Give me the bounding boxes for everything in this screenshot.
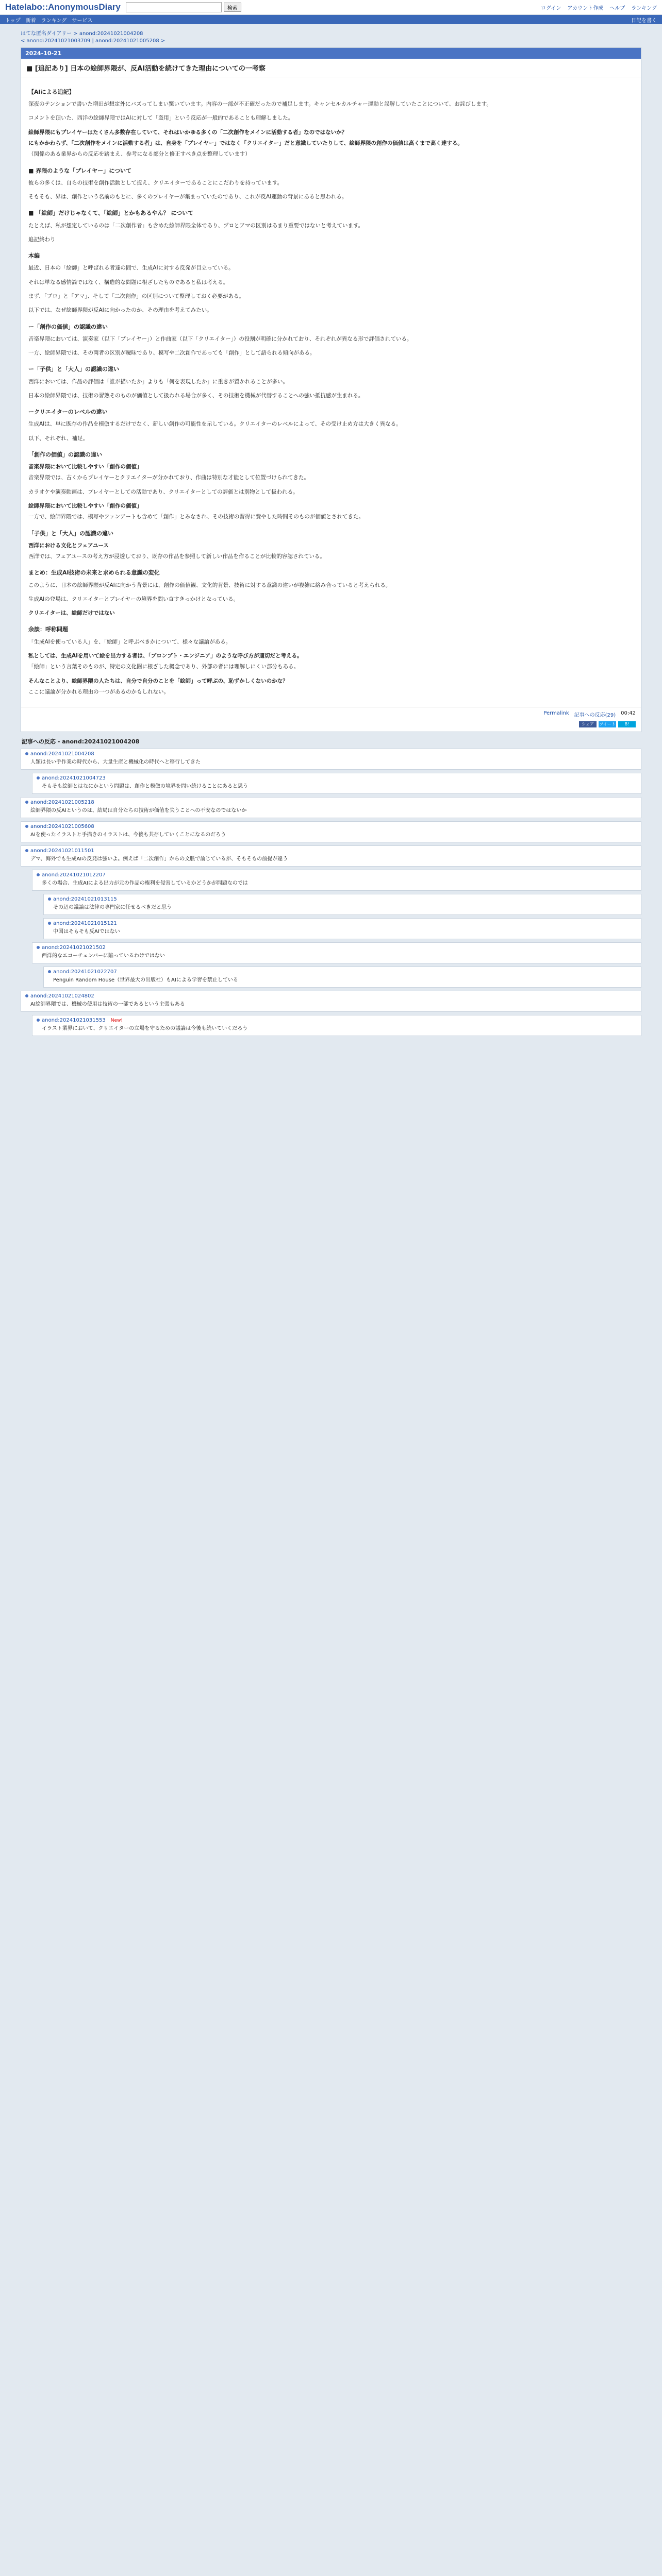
bold-paragraph: 絵師界隈において比較しやすい「創作の価値」 (28, 503, 142, 509)
comment-link[interactable]: anond:20241021012207 (42, 872, 106, 878)
entry-time: 00:42 (621, 710, 636, 717)
comment-item (43, 894, 641, 915)
comment-text: AIを使ったイラストと手描きのイラストは、今後も共存していくことになるのだろう (30, 832, 226, 838)
bullet-icon (48, 970, 51, 973)
comment-item (32, 773, 641, 794)
diary-entry (21, 47, 641, 732)
comment-text: 人類は長い手作業の時代から、大量生産と機械化の時代へと移行してきた (30, 759, 201, 766)
bullet-icon (37, 776, 40, 779)
tweet-button[interactable]: ツイート (599, 722, 616, 727)
section-heading: ー「子供」と「大人」の認識の違い (28, 366, 119, 373)
comments-link[interactable]: 記事への反応(29) (574, 713, 616, 719)
comment-link[interactable]: anond:20241021005608 (30, 824, 94, 830)
nav-bar (0, 15, 662, 24)
ranking-link[interactable]: ランキング (631, 5, 657, 11)
write-diary-link[interactable]: 日記を書く (631, 18, 657, 24)
nav-item-top[interactable]: トップ (5, 18, 21, 24)
top-bar (0, 0, 662, 15)
paragraph: 追記終わり (28, 236, 56, 243)
page-container (21, 47, 641, 1060)
comment-link[interactable]: anond:20241021024802 (30, 993, 94, 999)
comment-item (32, 1015, 641, 1036)
bullet-icon (25, 752, 28, 755)
comment-link[interactable]: anond:20241021013115 (53, 896, 117, 903)
comment-list (21, 749, 641, 1036)
paragraph: 彼らの多くは、自らの技術を創作活動として捉え、クリエイターであることにこだわりを持っています。 (28, 179, 283, 186)
paragraph: そもそも、界は、創作という名前のもとに、多くのプレイヤーが集まっていたのであり、これが反AI運動の背景にあると思われる。 (28, 194, 347, 200)
breadcrumb (0, 24, 662, 47)
paragraph: 「絵師」という言葉そのものが、特定の文化圏に根ざした概念であり、外部の者には理解しにくい部分もある。 (28, 664, 299, 670)
facebook-share-button[interactable]: シェア (579, 721, 597, 727)
paragraph: 以下では、なぜ絵師界隈が反AIに向かったのか、その理由を考えてみたい。 (28, 307, 212, 314)
bold-paragraph: そんなことより、絵師界隈の人たちは、自分で自分のことを「絵師」って呼ぶの、恥ずかしくないのかな？ (28, 677, 288, 684)
bold-paragraph: 西洋における文化とフェアユース (28, 542, 109, 549)
comment-text: 絵師界隈の反AIというのは、結局は自分たちの技術が価値を失うことへの不安なのではないか (30, 808, 247, 814)
comment-text: AI絵師界隈では、機械の使用は技術の一部であるという主張もある (30, 1002, 185, 1008)
paragraph: 生成AIは、単に既存の作品を模倣するだけでなく、新しい創作の可能性を示している。クリエイターのレベルによって、その受け止め方は大きく異なる。 (28, 421, 402, 428)
comment-item (32, 870, 641, 891)
bullet-icon (37, 946, 40, 949)
bullet-icon (25, 801, 28, 804)
share-buttons (21, 721, 641, 732)
paragraph: 最近、日本の「絵師」と呼ばれる者達の間で、生成AIに対する反発が目立っている。 (28, 265, 234, 272)
comment-text: イラスト業界において、クリエイターの立場を守るための議論は今後も続いていくだろう (42, 1026, 248, 1032)
paragraph: それは単なる感情論ではなく、構造的な問題に根ざしたものであると私は考える。 (28, 279, 229, 285)
bullet-icon (48, 922, 51, 925)
paragraph: コメントを頂いた、西洋の絵師界隈ではAIに対して「盗用」という反応が一般的であることも理解しました。 (28, 115, 294, 122)
comment-text: 西洋的なエコーチェンバーに陥っているわけではない (42, 953, 165, 959)
search-input[interactable] (126, 2, 222, 12)
prev-next-links[interactable]: < anond:20241021003709 | anond:20241021005208 > (21, 38, 166, 44)
help-link[interactable]: ヘルプ (609, 5, 625, 11)
paragraph: 「生成AIを使っている人」を、「絵師」と呼ぶべきかについて、様々な議論がある。 (28, 638, 231, 645)
nav-item-ranking[interactable]: ランキング (41, 18, 67, 24)
section-heading: ークリエイターのレベルの違い (28, 409, 108, 416)
section-heading: 【AIによる追記】 (28, 89, 75, 95)
bullet-icon (25, 994, 28, 997)
comment-link[interactable]: anond:20241021011501 (30, 848, 94, 854)
paragraph: 西洋では、フェアユースの考え方が浸透しており、既存の作品を参照して新しい作品を作ることが比較的容認されている。 (28, 553, 325, 560)
paragraph: まず、「プロ」と「アマ」、そして「二次創作」の区別について整理しておく必要がある。 (28, 293, 244, 299)
comment-text: 中国はそもそも反AIではない (53, 929, 120, 935)
comment-text: 多くの場合、生成AIによる出力が元の作品の権利を侵害しているかどうかが問題なのでは (42, 880, 248, 887)
section-heading: ■ 「絵師」だけじゃなくて、「絵師」とかもあるやん？ について (28, 210, 194, 217)
paragraph: 音楽界隈においては、演奏家（以下「プレイヤー」）と作曲家（以下「クリエイター」）の役割が明確に分かれており、それぞれが異なる形で評価されている。 (28, 335, 412, 342)
breadcrumb-path[interactable]: はてな匿名ダイアリー > anond:20241021004208 (21, 31, 143, 37)
comment-link[interactable]: anond:20241021004208 (30, 751, 94, 757)
comment-item (21, 797, 641, 818)
entry-date: 2024-10-21 (21, 48, 641, 59)
comments-title: 記事への反応 - anond:20241021004208 (22, 738, 140, 745)
bold-paragraph: 絵師界隈にもプレイヤーはたくさん多数存在していて、それはいかゆる多くの「二次創作をメインに活動する者」なのではないか？ (28, 129, 347, 135)
header-links (541, 4, 657, 11)
comment-text: Penguin Random House（世界最大の出版社）もAIによる学習を禁止している (53, 977, 238, 984)
bold-paragraph: 音楽界隈において比較しやすい「創作の価値」 (28, 464, 142, 470)
search-button[interactable]: 検索 (224, 3, 241, 12)
comment-item (43, 967, 641, 988)
bullet-icon (25, 825, 28, 828)
paragraph: （関係のある業界からの反応を踏まえ、参考になる部分と修正すべき点を整理しています） (28, 151, 251, 158)
signup-link[interactable]: アカウント作成 (567, 5, 604, 11)
paragraph: カラオケや演奏動画は、プレイヤーとしての活動であり、クリエイターとしての評価とは別物として扱われる。 (28, 488, 299, 495)
bullet-icon (37, 1019, 40, 1022)
paragraph: 西洋においては、作品の評価は「誰が描いたか」よりも「何を表現したか」に重きが置かれることが多い。 (28, 378, 288, 385)
section-heading: 本編 (28, 252, 40, 260)
permalink[interactable]: Permalink (543, 710, 569, 717)
site-logo[interactable]: Hatelabo::AnonymousDiary (5, 2, 121, 12)
comments-section (21, 737, 641, 1036)
paragraph: たとえば、私が想定しているのは「二次創作者」も含めた絵師界隈全体であり、プロとアマの区別はあまり重要ではないと考えています。 (28, 222, 364, 229)
comment-link[interactable]: anond:20241021021502 (42, 945, 106, 951)
paragraph: ここに議論が分かれる理由の一つがあるのかもしれない。 (28, 688, 169, 695)
paragraph: 日本の絵師界隈では、技術の習熟そのものが価値として扱われる場合が多く、その技術を機械が代替することへの強い抵抗感が生まれる。 (28, 392, 364, 399)
comment-item (21, 845, 641, 867)
paragraph: 音楽界隈では、古くからプレイヤーとクリエイターが分かれており、作曲は特別な才能として位置づけられてきた。 (28, 474, 309, 481)
entry-title[interactable]: ■ [追記あり] 日本の絵師界隈が、反AI活動を続けてきた理由についての一考察 (21, 59, 641, 77)
paragraph: 以下、それぞれ、補足。 (28, 435, 89, 442)
section-heading: ー「創作の価値」の認識の違い (28, 323, 108, 330)
entry-meta (21, 707, 641, 721)
login-link[interactable]: ログイン (540, 5, 561, 11)
hatena-bookmark-button[interactable]: B! (618, 721, 636, 727)
comment-link[interactable]: anond:20241021022707 (53, 969, 117, 975)
paragraph: 生成AIの登場は、クリエイターとプレイヤーの境界を問い直すきっかけとなっている。 (28, 596, 239, 602)
bullet-icon (48, 897, 51, 901)
bold-paragraph: にもかかわらず、「二次創作をメインに活動する者」は、自身を「プレイヤー」ではなく「クリエイター」だと意識していたりして、絵師界隈の創作の価値は高くまで高く達する。 (28, 140, 463, 147)
comment-link[interactable]: anond:20241021005218 (30, 800, 94, 806)
paragraph: 深夜のテンションで書いた増田が想定外にバズってしまい驚いています。内容の一部が不正確だったので補足します。キャンセルカルチャー運動と誤解していたことについて、お詫びします。 (28, 101, 492, 108)
bullet-icon (37, 873, 40, 876)
comment-link[interactable]: anond:20241021031553 (42, 1018, 106, 1024)
comment-item (21, 991, 641, 1012)
nav-item-service[interactable]: サービス (72, 18, 93, 24)
comment-item (43, 918, 641, 939)
comment-item (21, 821, 641, 842)
comment-text: デマ、海外でも生成AIの反発は強いよ。例えば「二次創作」からの文脈で論じているが、そもそもの前提が違う (30, 856, 288, 862)
comment-item (21, 749, 641, 770)
comment-text: そもそも絵師とはなにかという問題は、創作と模倣の境界を問い続けることにあると思う (42, 784, 248, 790)
bullet-icon (25, 849, 28, 852)
bold-paragraph: クリエイターは、絵師だけではない (28, 610, 115, 617)
comment-text: その辺の議論は法律の専門家に任せるべきだと思う (53, 905, 172, 911)
section-heading: 「子供」と「大人」の認識の違い (28, 530, 113, 537)
paragraph: 一方で、絵師界隈では、模写やファンアートも含めて「創作」とみなされ、その技術の習得に費やした時間そのものが価値とされてきた。 (28, 514, 364, 520)
section-heading: 余談：呼称問題 (28, 626, 68, 633)
bold-paragraph: 私としては、生成AIを用いて絵を出力する者は、「プロンプト・エンジニア」のような呼び方が適切だと考える。 (28, 652, 303, 659)
comment-link[interactable]: anond:20241021015121 (53, 921, 117, 927)
nav-item-new[interactable]: 新着 (25, 18, 36, 24)
comment-link[interactable]: anond:20241021004723 (42, 775, 106, 782)
paragraph: このように、日本の絵師界隈が反AIに向かう背景には、創作の価値観、文化的背景、技術に対する意識の違いが複雑に絡み合っていると考えられる。 (28, 582, 391, 588)
section-heading: 「創作の価値」の認識の違い (28, 451, 102, 458)
new-badge: New! (110, 1018, 123, 1024)
entry-body (21, 77, 641, 707)
section-heading: まとめ：生成AI技術の未来と求められる意識の変化 (28, 569, 160, 577)
comment-item (32, 942, 641, 963)
section-heading: ■ 界隈のような「プレイヤー」について (28, 167, 132, 174)
paragraph: 一方、絵師界隈では、その両者の区別が曖昧であり、模写や二次創作であっても「創作」として語られる傾向がある。 (28, 350, 316, 357)
